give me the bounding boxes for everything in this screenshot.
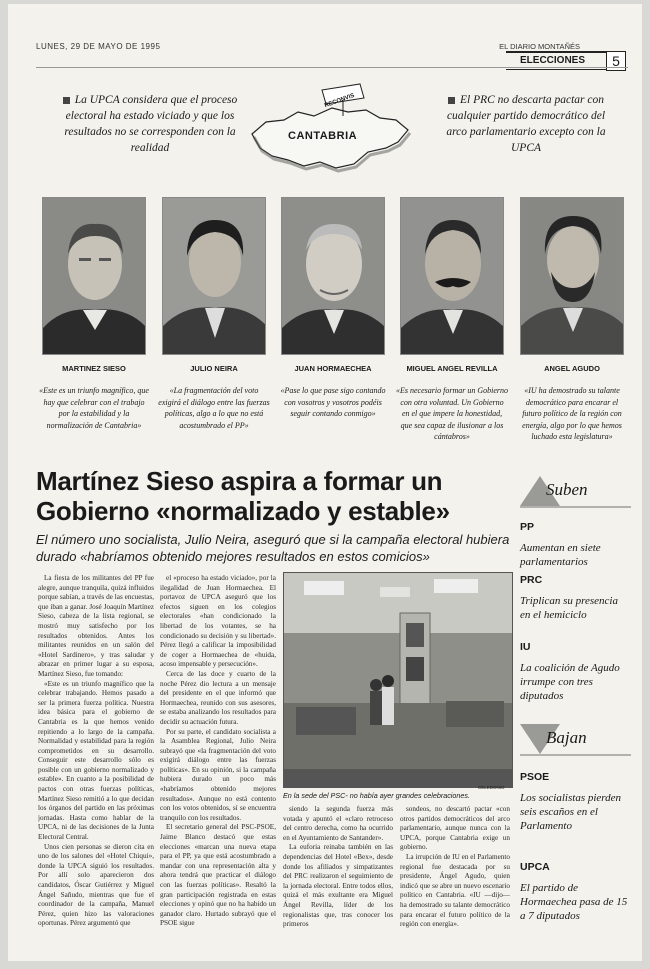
masthead-paper-name: EL DIARIO MONTAÑÉS [499,42,580,51]
party-name: UPCA [520,861,550,873]
article-paragraph: La fiesta de los militantes del PP fue alegre, aunque tranquila, quizá influidos porque sabían, a través de las encuestas, que iban a ganar. José Joaquín Martínez Sieso, cabeza de la lista regional, se mostró muy satisfecho por los resultados obtenidos. Antes los militantes reunidos en un salón del «Hotel Sardinero», y tras saludar y abrazar en primer lugar a su esposa, Martínez Sieso, fue tomando: [38,574,154,678]
party-name: PSOE [520,771,550,783]
suben-banner [518,474,633,508]
main-photo-psc-headquarters [283,572,513,788]
map-flag-text: RECONVIS [323,92,356,110]
article-paragraph: «Este es un triunfo magnífico que la celebrar trabajando. Hemos pasado a ser la primera fuerza política. Nuestra idea básica para el gobierno de Cantabria es la que hemos venido repitiendo a lo largo de la campaña. Normalidad y estabilidad para la región comprometidos en su desarrollo. Conseguir este desarrollo sólo es posible con un gobierno normalizado y estable». En cuanto a la posibilidad de pactos con otras fuerzas políticas, Martínez Sieso remitió a lo que decidan los órganos del partido en las próximas jornadas. Hasta como hablar de la UPCA, ni de las decisiones de la Junta Electoral Central. [38,679,154,842]
newspaper-page [8,4,642,961]
article-column-3 [283,805,393,955]
article-paragraph: El secretario general del PSC-PSOE, Jaime Blanco destacó que estas elecciones «marcan una nueva etapa para el PP, ya que está acostumbrado a mandar con una representación alta y ahora tendrá que practicar el diálogo con las fuerzas políticas». Resaltó la gran participación registrada en estas elecciones y opinó que no ha habido un ganador claro. Hurtado subrayó que el PSOE sigue [160,823,276,928]
candidate-quote: «IU ha demostrado su talante democrático para encarar el futuro político de la región con energía, algo por lo que hemos luchado esta legislatura» [522,386,622,441]
portrait-icon [43,198,146,355]
candidate-name: JULIO NEIRA [190,364,238,373]
map-label: CANTABRIA [288,130,358,142]
photo-miguel-angel-revilla [400,197,504,355]
headline: Martínez Sieso aspira a formar un Gobierno «normalizado y estable» [36,466,450,526]
article-paragraph: Unos cien personas se dieron cita en uno de los salones del «Hotel Chiqui», donde la UPCA siguió los resultados. Por allí solo aparecieron dos candidatos, Óscar Gutiérrez y Miguel Ángel Sañudo, mientras que fue el coordinador de la campaña, Manuel Pérez, quien hizo las valoraciones oportunas. Pérez argumentó que [38,842,154,928]
article-paragraph: La euforia reinaba también en las dependencias del Hotel «Bex», desde donde los afiliados y simpatizantes del PRC realizaron el seguimiento de la jornada electoral. Entre todos ellos, quizá el más exultante era Miguel Ángel Revilla, líder de los regionalistas que, tras conocer los primeros [283,843,393,929]
lead-upca [60,92,240,156]
photo-party-hall-icon [284,573,512,787]
photo-juan-hormaechea [281,197,385,355]
masthead-date: LUNES, 29 DE MAYO DE 1995 [36,42,161,51]
party-result: La coalición de Agudo irrumpe con tres diputados [520,662,620,702]
article-column-4 [400,805,510,955]
article-paragraph: Cerca de las doce y cuarto de la noche Pérez dio lectura a un mensaje del presidente en el que informó que Hormaechea, reunido con sus asesores, se estaba analizando los resultados para decidir su actuación futura. [160,669,276,726]
article-column-2 [160,574,276,954]
party-result: Triplican su presencia en el hemiciclo [520,595,618,621]
candidate-quote: «Este es un triunfo magnífico, que hay que celebrar con el trabajo por la estabilidad y la normalización de Cantabria» [39,386,149,430]
bajan-banner [518,722,633,756]
bullet-square-icon [448,97,455,104]
cantabria-map [248,82,412,178]
suben-label: Suben [546,480,588,499]
portrait-icon [282,198,385,355]
subheadline: El número uno socialista, Julio Neira, aseguró que si la campaña electoral hubiera durado «habríamos obtenido mejores resultados en estos comicios» [36,532,510,564]
photo-martinez-sieso [42,197,146,355]
candidate-name: ANGEL AGUDO [544,364,600,373]
candidate-name: MARTINEZ SIESO [62,364,126,373]
candidate-quote: «Es necesario formar un Gobierno con otra voluntad. Un Gobierno en el que impere la honestidad, que sea capaz de ilusionar a los cántabros» [396,386,508,441]
portrait-icon [521,198,624,355]
article-paragraph: siendo la segunda fuerza más votada y apuntó el «claro retroceso del centro derecha, como ha ocurrido en el Ayuntamiento de Santander». [283,805,393,842]
page-number: 5 [606,51,626,71]
bullet-square-icon [63,97,70,104]
article-paragraph: sondeos, no descartó pactar «con otros partidos democráticos del arco parlamentario, aunque nunca con la UPCA, porque Cantabria exige un gobierno. [400,805,510,852]
article-paragraph: La irrupción de IU en el Parlamento regional fue destacada por su presidente, Ángel Agudo, quien indicó que se abre un nuevo escenario político en Cantabria. «IU —dijo— ha demostrado su talante democrático para encarar el futuro político de la región con energía». [400,852,510,929]
photo-credit: CELEDONIO [478,785,505,790]
top-rule [36,67,628,68]
portrait-icon [401,198,504,355]
photo-angel-agudo [520,197,624,355]
lead-prc-text: El PRC no descarta pactar con cualquier partido democrático del arco parlamentario excepto con la UPCA [446,94,606,154]
article-paragraph: Por su parte, el candidato socialista a la Asamblea Regional, Julio Neira subrayó que «la fragmentación del voto exigirá diálogo entre las fuerzas políticas». En su opinión, si la campaña hubiera durado un poco más «habríamos obtenido mejores resultados». Aunque no está contento con los votos obtenidos, sí se encuentra tranquilo con los resultados. [160,727,276,822]
section-name: ELECCIONES [520,55,586,66]
party-result: Los socialistas pierden seis escaños en el Parlamento [520,792,622,832]
party-result: El partido de Hormaechea pasa de 15 a 7 diputados [520,882,628,922]
candidate-quote: «La fragmentación del voto exigirá el diálogo entre las fuerzas políticas, algo a lo que no está acostumbrado el PP» [158,386,270,430]
party-name: PP [520,521,535,533]
photo-caption: En la sede del PSC- no había ayer grandes celebraciones. [283,791,470,800]
lead-prc [436,92,616,156]
article-column-1 [38,574,154,954]
candidate-name: MIGUEL ANGEL REVILLA [406,364,498,373]
party-name: IU [520,641,531,653]
photo-julio-neira [162,197,266,355]
article-paragraph: el «proceso ha estado viciado», por la ilegalidad de Juan Hormaechea. El portavoz de UPCA aseguró que los efectos siguen en los colegios electorales «han condicionado la libertad de los votantes, se ha condicionado su decisión y su libertad». Pérez llegó a calificar la imposibilidad de coger a Hormaechea de «huida, acoso impensable y persecución». [160,574,276,669]
party-result: Aumentan en siete parlamentarios [520,542,601,568]
portrait-icon [163,198,266,355]
candidate-name: JUAN HORMAECHEA [294,364,372,373]
lead-upca-text: La UPCA considera que el proceso electoral ha estado viciado y que los resultados no se corresponden con la realidad [64,94,238,154]
candidate-quote: «Pase lo que pase sigo contando con vosotros y vosotros podéis seguir contando conmigo» [280,386,386,418]
party-name: PRC [520,574,543,586]
bajan-label: Bajan [546,728,587,747]
